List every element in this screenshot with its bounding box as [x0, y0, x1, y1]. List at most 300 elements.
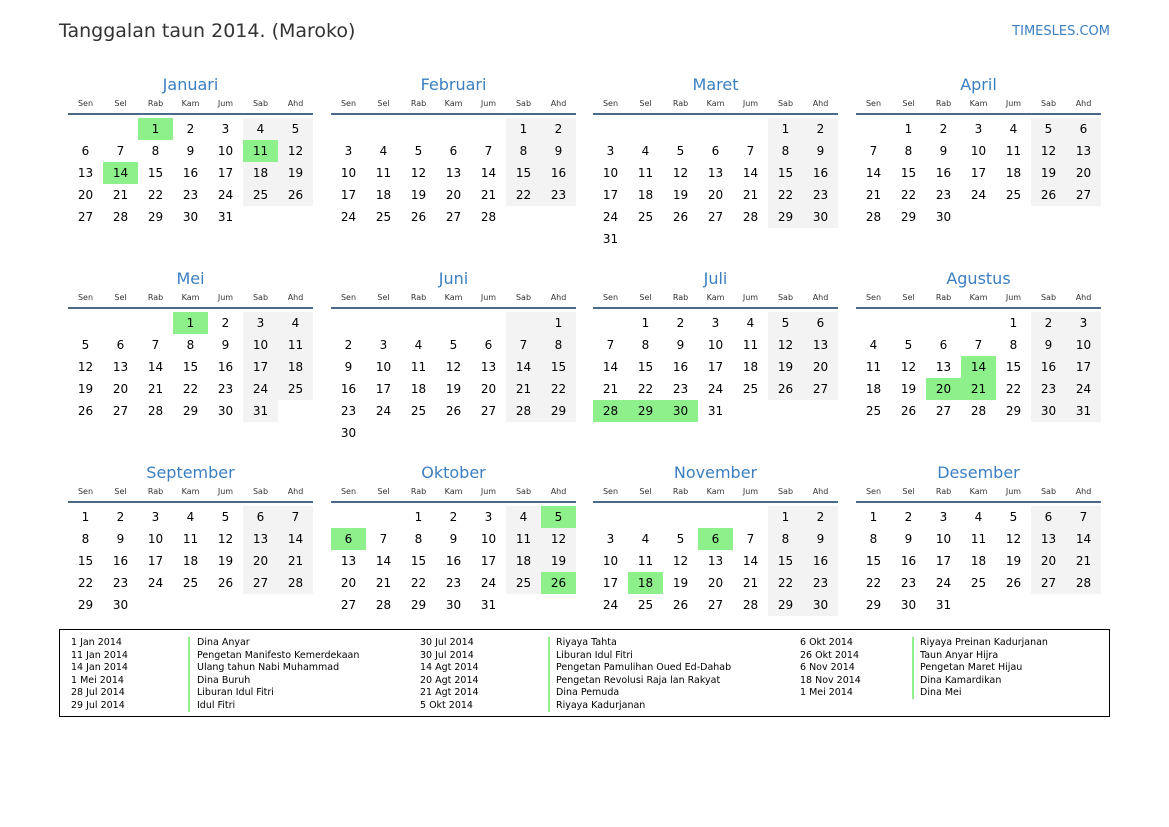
day-cell: 13 [803, 334, 838, 356]
day-cell: 9 [541, 140, 576, 162]
day-cell: 19 [445, 382, 462, 396]
day-cell: 11 [506, 528, 541, 550]
legend-holiday-name: Dina Anyar [197, 637, 250, 648]
weekday-label: Ahd [287, 99, 304, 108]
day-cell: 28 [112, 210, 129, 224]
weekday-header [331, 292, 576, 309]
empty-cell [331, 118, 366, 140]
weekday-label: Jum [1005, 99, 1022, 108]
day-cell: 20 [480, 382, 497, 396]
day-cell: 26 [768, 378, 803, 400]
day-cell: 25 [637, 598, 654, 612]
day-cell: 4 [974, 510, 983, 524]
empty-cell [366, 118, 401, 140]
month-name: Maret [692, 75, 739, 94]
weekday-label: Ahd [812, 99, 829, 108]
day-cell: 26 [217, 576, 234, 590]
weekday-label: Sel [377, 293, 390, 302]
day-cell: 24 [707, 382, 724, 396]
day-cell: 8 [541, 334, 576, 356]
day-cell: 21 [375, 576, 392, 590]
day-cell: 11 [742, 338, 759, 352]
day-cell: 25 [410, 404, 427, 418]
weekday-label: Sab [252, 99, 269, 108]
legend-holiday-name: Liburan Idul Fitri [197, 687, 274, 698]
day-cell: 2 [449, 510, 458, 524]
day-grid [68, 506, 313, 616]
legend-holiday-name: Dina Buruh [197, 674, 251, 686]
weekday-label: Kam [969, 487, 988, 496]
weekday-label: Rab [410, 293, 427, 302]
legend-date: 14 Jan 2014 [71, 662, 128, 673]
weekday-label: Jum [742, 487, 759, 496]
day-cell: 16 [217, 360, 234, 374]
day-grid [331, 506, 576, 616]
month-desember [856, 462, 1101, 616]
day-cell: 8 [904, 144, 913, 158]
day-cell: 26 [77, 404, 94, 418]
day-cell: 10 [243, 334, 278, 356]
empty-cell [401, 118, 436, 140]
day-cell: 11 [637, 166, 654, 180]
day-cell: 11 [970, 532, 987, 546]
holiday-day-cell: 30 [663, 400, 698, 422]
day-cell: 26 [900, 404, 917, 418]
day-cell: 20 [243, 550, 278, 572]
weekday-label: Kam [181, 293, 200, 302]
day-cell: 29 [147, 210, 164, 224]
day-cell: 26 [1031, 184, 1066, 206]
day-cell: 10 [340, 166, 357, 180]
day-cell: 24 [602, 210, 619, 224]
day-cell: 21 [865, 188, 882, 202]
day-cell: 27 [707, 598, 724, 612]
day-cell: 14 [865, 166, 882, 180]
legend-holiday-name: Pengetan Revolusi Raja lan Rakyat [556, 674, 721, 686]
month-juli [593, 268, 838, 422]
day-cell: 8 [81, 532, 90, 546]
day-cell: 18 [410, 382, 427, 396]
day-cell: 24 [375, 404, 392, 418]
day-cell: 6 [803, 312, 838, 334]
holiday-day-cell: 6 [331, 528, 366, 550]
weekday-label: Sab [515, 99, 532, 108]
day-cell: 19 [672, 576, 689, 590]
day-cell: 18 [243, 162, 278, 184]
day-cell: 17 [935, 554, 952, 568]
legend-date: 30 Jul 2014 [420, 649, 474, 661]
site-link[interactable]: TIMESLES.COM [1012, 24, 1110, 39]
weekday-label: Sel [902, 293, 915, 302]
day-cell: 24 [147, 576, 164, 590]
weekday-label: Jum [1005, 487, 1022, 496]
weekday-label: Sab [777, 99, 794, 108]
weekday-label: Sab [515, 487, 532, 496]
day-cell: 23 [541, 184, 576, 206]
month-oktober [331, 462, 576, 616]
day-cell: 6 [243, 506, 278, 528]
weekday-label: Kam [444, 99, 463, 108]
empty-cell [856, 312, 891, 334]
day-cell: 2 [803, 506, 838, 528]
day-cell: 5 [278, 118, 313, 140]
weekday-label: Sen [340, 487, 357, 496]
day-cell: 22 [1005, 382, 1022, 396]
day-cell: 15 [1005, 360, 1022, 374]
empty-cell [68, 118, 103, 140]
weekday-label: Kam [444, 487, 463, 496]
day-cell: 2 [221, 316, 230, 330]
day-cell: 1 [541, 312, 576, 334]
day-cell: 29 [1005, 404, 1022, 418]
legend-date: 1 Mei 2014 [71, 674, 124, 686]
weekday-label: Kam [706, 487, 725, 496]
weekday-label: Sab [777, 487, 794, 496]
month-name: Desember [937, 463, 1020, 482]
day-cell: 31 [707, 404, 724, 418]
weekday-label: Rab [410, 99, 427, 108]
legend-holiday-name: Pengetan Pamulihan Oued Ed-Dahab [556, 662, 732, 673]
day-cell: 5 [676, 532, 685, 546]
empty-cell [103, 118, 138, 140]
day-cell: 9 [803, 140, 838, 162]
day-cell: 30 [112, 598, 129, 612]
day-cell: 22 [865, 576, 882, 590]
month-januari [68, 74, 313, 228]
day-cell: 2 [116, 510, 125, 524]
day-cell: 19 [768, 356, 803, 378]
empty-cell [103, 312, 138, 334]
weekday-header [331, 98, 576, 115]
day-cell: 31 [217, 210, 234, 224]
day-cell: 7 [278, 506, 313, 528]
weekday-label: Ahd [1075, 99, 1092, 108]
day-cell: 16 [803, 550, 838, 572]
day-cell: 15 [900, 166, 917, 180]
month-agustus [856, 268, 1101, 422]
day-cell: 28 [970, 404, 987, 418]
day-cell: 12 [672, 166, 689, 180]
legend-dates-col-1 [71, 637, 128, 712]
day-cell: 14 [602, 360, 619, 374]
day-cell: 28 [1066, 572, 1101, 594]
weekday-label: Rab [935, 293, 952, 302]
day-cell: 1 [506, 118, 541, 140]
day-cell: 10 [1066, 334, 1101, 356]
legend-date: 5 Okt 2014 [420, 699, 473, 711]
day-cell: 27 [77, 210, 94, 224]
weekday-label: Ahd [812, 487, 829, 496]
legend-date: 26 Okt 2014 [800, 649, 860, 661]
day-cell: 2 [541, 118, 576, 140]
weekday-label: Sel [377, 99, 390, 108]
day-cell: 31 [602, 232, 619, 246]
day-cell: 24 [217, 188, 234, 202]
day-cell: 9 [939, 144, 948, 158]
empty-cell [331, 312, 366, 334]
empty-cell [593, 118, 628, 140]
weekday-label: Ahd [812, 293, 829, 302]
day-cell: 9 [449, 532, 458, 546]
day-cell: 8 [151, 144, 160, 158]
day-cell: 22 [768, 184, 803, 206]
day-cell: 13 [340, 554, 357, 568]
day-cell: 8 [506, 140, 541, 162]
weekday-label: Rab [147, 99, 164, 108]
day-cell: 28 [506, 400, 541, 422]
day-cell: 28 [147, 404, 164, 418]
day-cell: 11 [637, 554, 654, 568]
day-cell: 16 [1031, 356, 1066, 378]
day-cell: 12 [445, 360, 462, 374]
weekday-label: Sel [377, 487, 390, 496]
legend-holiday-name: Riyaya Kadurjanan [556, 699, 646, 711]
day-cell: 16 [935, 166, 952, 180]
day-cell: 18 [742, 360, 759, 374]
weekday-label: Sab [1040, 99, 1057, 108]
day-cell: 23 [935, 188, 952, 202]
empty-cell [733, 506, 768, 528]
day-cell: 4 [746, 316, 755, 330]
day-cell: 15 [410, 554, 427, 568]
day-cell: 28 [375, 598, 392, 612]
day-cell: 3 [243, 312, 278, 334]
legend-date: 20 Agt 2014 [420, 674, 479, 686]
weekday-header [68, 292, 313, 309]
weekday-header [68, 98, 313, 115]
weekday-label: Kam [181, 487, 200, 496]
day-grid [68, 312, 313, 422]
day-cell: 12 [1031, 140, 1066, 162]
day-cell: 2 [904, 510, 913, 524]
legend-names-col-2 [556, 637, 731, 712]
weekday-header [593, 292, 838, 309]
month-name: Oktober [421, 463, 486, 482]
month-juni [331, 268, 576, 444]
day-cell: 12 [278, 140, 313, 162]
day-cell: 21 [278, 550, 313, 572]
legend-holiday-name: Riyaya Tahta [556, 637, 617, 648]
day-cell: 3 [379, 338, 388, 352]
day-cell: 19 [1031, 162, 1066, 184]
day-cell: 20 [707, 188, 724, 202]
day-cell: 3 [974, 122, 983, 136]
weekday-label: Sab [252, 487, 269, 496]
day-cell: 15 [147, 166, 164, 180]
day-cell: 19 [77, 382, 94, 396]
holiday-day-cell: 1 [173, 312, 208, 334]
weekday-label: Kam [706, 99, 725, 108]
weekday-label: Jum [480, 293, 497, 302]
day-cell: 20 [1031, 550, 1066, 572]
day-cell: 11 [410, 360, 427, 374]
day-cell: 6 [711, 144, 720, 158]
day-cell: 25 [278, 378, 313, 400]
day-cell: 22 [182, 382, 199, 396]
day-cell: 20 [77, 188, 94, 202]
legend-holiday-name: Idul Fitri [197, 699, 236, 711]
day-cell: 10 [602, 554, 619, 568]
day-grid [68, 118, 313, 228]
weekday-label: Sel [114, 487, 127, 496]
day-grid [856, 506, 1101, 616]
day-cell: 21 [742, 188, 759, 202]
day-cell: 3 [606, 532, 615, 546]
weekday-label: Sel [114, 293, 127, 302]
day-cell: 15 [77, 554, 94, 568]
weekday-label: Kam [969, 99, 988, 108]
day-cell: 13 [707, 166, 724, 180]
day-cell: 26 [672, 598, 689, 612]
day-cell: 9 [221, 338, 230, 352]
day-cell: 3 [1066, 312, 1101, 334]
month-name: September [146, 463, 235, 482]
empty-cell [436, 118, 471, 140]
month-november [593, 462, 838, 616]
legend-holiday-name: Dina Mei [920, 687, 962, 698]
day-cell: 29 [182, 404, 199, 418]
day-cell: 29 [410, 598, 427, 612]
holiday-day-cell: 14 [961, 356, 996, 378]
day-cell: 8 [768, 528, 803, 550]
empty-cell [471, 312, 506, 334]
day-cell: 13 [1066, 140, 1101, 162]
day-cell: 20 [1066, 162, 1101, 184]
day-cell: 30 [900, 598, 917, 612]
holiday-day-cell: 1 [138, 118, 173, 140]
day-grid [593, 506, 838, 616]
weekday-label: Sel [114, 99, 127, 108]
empty-cell [628, 118, 663, 140]
day-cell: 17 [217, 166, 234, 180]
day-cell: 19 [900, 382, 917, 396]
legend-date: 6 Nov 2014 [800, 662, 855, 673]
day-cell: 4 [414, 338, 423, 352]
holiday-day-cell: 6 [698, 528, 733, 550]
day-cell: 22 [506, 184, 541, 206]
month-name: Mei [176, 269, 205, 288]
legend-date: 28 Jul 2014 [71, 687, 125, 698]
day-cell: 21 [112, 188, 129, 202]
day-cell: 22 [77, 576, 94, 590]
day-cell: 12 [217, 532, 234, 546]
legend-date: 1 Jan 2014 [71, 637, 122, 648]
day-cell: 25 [506, 572, 541, 594]
day-cell: 30 [182, 210, 199, 224]
day-cell: 7 [746, 144, 755, 158]
legend-holiday-name: Pengetan Manifesto Kemerdekaan [197, 649, 360, 661]
day-cell: 12 [672, 554, 689, 568]
day-cell: 7 [869, 144, 878, 158]
day-cell: 12 [768, 334, 803, 356]
weekday-label: Sab [777, 293, 794, 302]
day-cell: 16 [672, 360, 689, 374]
day-cell: 11 [375, 166, 392, 180]
day-cell: 28 [480, 210, 497, 224]
empty-cell [401, 312, 436, 334]
empty-cell [138, 312, 173, 334]
month-name: April [960, 75, 997, 94]
weekday-label: Sel [639, 487, 652, 496]
day-cell: 16 [182, 166, 199, 180]
day-cell: 22 [410, 576, 427, 590]
month-februari [331, 74, 576, 228]
day-cell: 3 [711, 316, 720, 330]
day-cell: 22 [900, 188, 917, 202]
day-cell: 27 [803, 378, 838, 400]
day-cell: 21 [506, 378, 541, 400]
day-cell: 10 [707, 338, 724, 352]
weekday-label: Sen [340, 99, 357, 108]
day-cell: 20 [707, 576, 724, 590]
day-cell: 25 [865, 404, 882, 418]
weekday-label: Sen [340, 293, 357, 302]
day-cell: 2 [344, 338, 353, 352]
legend-date: 6 Okt 2014 [800, 637, 853, 648]
weekday-label: Sab [515, 293, 532, 302]
legend-date: 30 Jul 2014 [420, 637, 474, 648]
day-cell: 23 [900, 576, 917, 590]
day-cell: 4 [243, 118, 278, 140]
day-cell: 3 [484, 510, 493, 524]
day-cell: 3 [606, 144, 615, 158]
day-cell: 26 [445, 404, 462, 418]
day-cell: 10 [375, 360, 392, 374]
weekday-label: Sab [252, 293, 269, 302]
weekday-header [331, 486, 576, 503]
weekday-label: Sel [902, 487, 915, 496]
day-cell: 14 [480, 166, 497, 180]
day-cell: 14 [506, 356, 541, 378]
day-cell: 8 [768, 140, 803, 162]
day-cell: 17 [340, 188, 357, 202]
day-cell: 11 [1005, 144, 1022, 158]
day-cell: 25 [375, 210, 392, 224]
day-cell: 16 [445, 554, 462, 568]
day-cell: 28 [278, 572, 313, 594]
weekday-label: Ahd [550, 487, 567, 496]
month-name: Juli [703, 269, 728, 288]
weekday-label: Rab [410, 487, 427, 496]
day-cell: 29 [865, 598, 882, 612]
day-cell: 21 [1066, 550, 1101, 572]
weekday-label: Jum [217, 293, 234, 302]
day-grid [856, 118, 1101, 228]
day-cell: 29 [541, 400, 576, 422]
day-cell: 19 [672, 188, 689, 202]
day-cell: 5 [904, 338, 913, 352]
day-cell: 25 [742, 382, 759, 396]
day-cell: 5 [768, 312, 803, 334]
day-cell: 27 [480, 404, 497, 418]
day-cell: 6 [81, 144, 90, 158]
day-cell: 24 [935, 576, 952, 590]
weekday-label: Sen [77, 487, 94, 496]
day-cell: 17 [1066, 356, 1101, 378]
empty-cell [593, 312, 628, 334]
day-grid [593, 312, 838, 422]
weekday-label: Sen [77, 293, 94, 302]
day-cell: 27 [707, 210, 724, 224]
day-cell: 4 [506, 506, 541, 528]
weekday-label: Rab [672, 293, 689, 302]
day-cell: 11 [182, 532, 199, 546]
day-cell: 13 [445, 166, 462, 180]
legend-bar-1 [188, 637, 190, 712]
day-cell: 8 [414, 532, 423, 546]
holiday-day-cell: 5 [541, 506, 576, 528]
day-cell: 19 [410, 188, 427, 202]
